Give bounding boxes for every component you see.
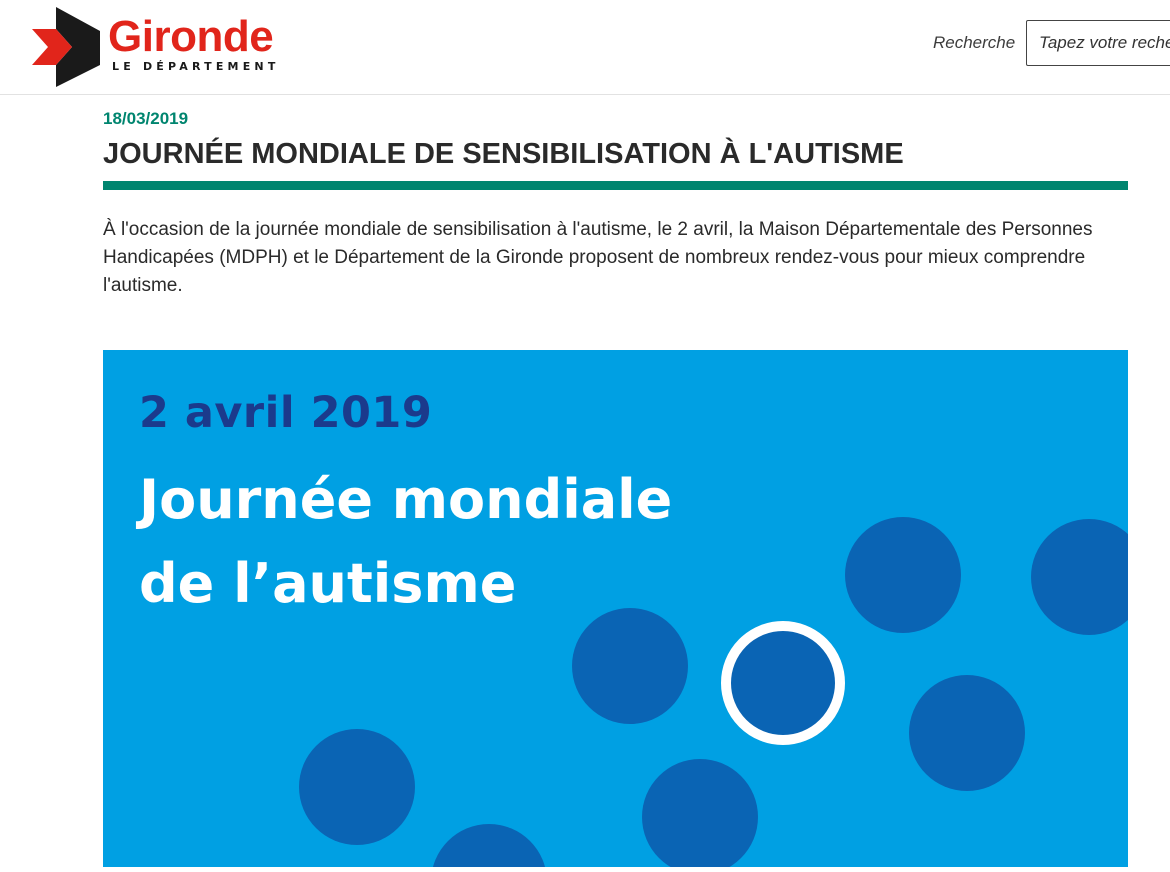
site-logo[interactable] (32, 7, 302, 87)
search-label: Recherche (933, 33, 1016, 52)
search-input[interactable] (1026, 20, 1170, 66)
title-divider (103, 181, 1128, 190)
article-title: JOURNÉE MONDIALE DE SENSIBILISATION À L'AUTISME (103, 138, 904, 170)
logo-name: Gironde (108, 12, 274, 61)
gironde-logo-icon (32, 7, 102, 87)
banner-dot (299, 729, 415, 845)
banner-title-line-1: Journée mondiale (139, 468, 673, 531)
banner-date: 2 avril 2019 (139, 388, 433, 438)
banner-dot (431, 824, 547, 867)
banner-dot (909, 675, 1025, 791)
site-header (0, 0, 1170, 95)
banner-dot (1031, 519, 1128, 635)
banner-title-line-2: de l’autisme (139, 552, 517, 615)
article-intro: À l'occasion de la journée mondiale de sensibilisation à l'autisme, le 2 avril, la Maison Départementale des Personnes Handicapées (MDPH) et le Département de la Gironde proposent de nombreux rendez-vous pour mieux comprendre l'autisme. (103, 219, 1093, 296)
logo-subtitle: LE DÉPARTEMENT (112, 60, 280, 73)
banner-dot (642, 759, 758, 867)
banner-ring-dot (726, 626, 840, 740)
banner-dot (845, 517, 961, 633)
article-date: 18/03/2019 (103, 109, 189, 128)
banner-title (139, 458, 672, 626)
article-banner-image (103, 350, 1128, 867)
